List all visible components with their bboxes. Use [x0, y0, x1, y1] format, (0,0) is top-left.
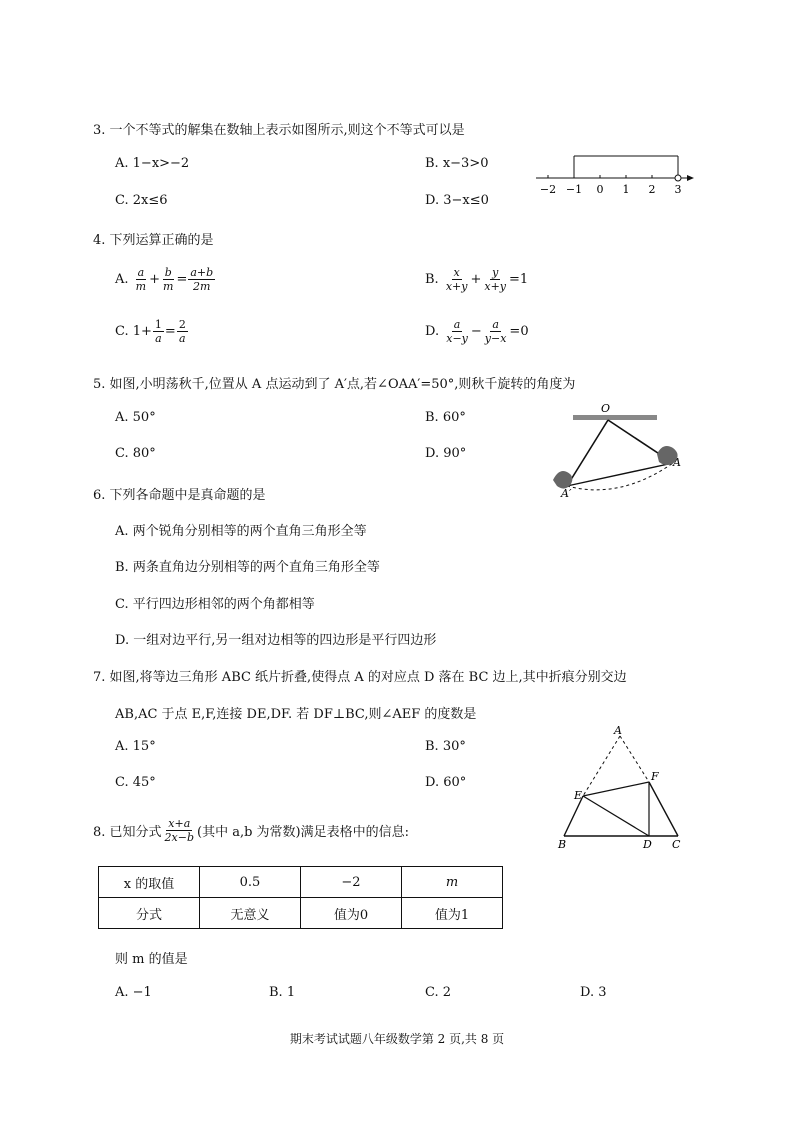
q7-option-a: A. 15°	[115, 739, 156, 754]
label-e: E	[574, 789, 583, 802]
table-cell: 值为1	[402, 898, 503, 929]
fraction: $\frac{y}{x+y}$	[484, 266, 507, 293]
table-row	[99, 867, 503, 898]
label-a: A	[614, 724, 622, 737]
operator: =	[164, 324, 176, 339]
q8-option-c: C. 2	[425, 985, 452, 1000]
q8-stem-suffix: (其中 a,b 为常数)满足表格中的信息:	[197, 825, 410, 840]
option-label: A.	[115, 272, 129, 287]
tick-label: −2	[539, 183, 557, 196]
segment-de	[583, 796, 649, 836]
q3-option-b: B. x−3>0	[425, 156, 489, 171]
tick-label: 3	[674, 183, 682, 196]
label-d: D	[643, 838, 652, 851]
segment-af-dashed	[620, 736, 649, 782]
operator: =1	[509, 272, 529, 287]
q3-option-d: D. 3−x≤0	[425, 193, 489, 208]
table-cell: 无意义	[200, 898, 301, 929]
fraction: $\frac{1}{a}$	[154, 318, 162, 345]
operator: =0	[509, 324, 529, 339]
fraction: $\frac{x}{x+y}$	[445, 266, 468, 293]
number-line-figure	[530, 148, 700, 200]
tick-label: 0	[596, 183, 604, 196]
q7-option-d: D. 60°	[425, 775, 467, 790]
q8-option-d: D. 3	[580, 985, 607, 1000]
label-b: B	[558, 838, 567, 851]
fraction: $\frac{2}{a}$	[178, 318, 186, 345]
q5-option-c: C. 80°	[115, 446, 156, 461]
table-cell: m	[402, 867, 503, 898]
q5-option-d: D. 90°	[425, 446, 467, 461]
q8-option-a: A. −1	[115, 985, 152, 1000]
q3-stem: 3. 一个不等式的解集在数轴上表示如图所示,则这个不等式可以是	[93, 123, 465, 138]
operator: −	[470, 324, 482, 339]
page-footer: 期末考试试题八年级数学第 2 页,共 8 页	[289, 1032, 505, 1046]
swing-beam	[573, 415, 657, 420]
tick-label: 2	[648, 183, 656, 196]
q7-stem-line1: 7. 如图,将等边三角形 ABC 纸片折叠,使得点 A 的对应点 D 落在 BC 边上,其中折痕分别交边	[93, 670, 627, 685]
option-label: C. 1+	[115, 324, 152, 339]
q8-stem	[93, 817, 409, 844]
q4-option-b	[425, 266, 528, 293]
open-endpoint-circle	[675, 175, 681, 181]
fraction: $\frac{a+b}{2m}$	[190, 266, 214, 293]
segment-eb	[564, 796, 583, 836]
table-row	[99, 898, 503, 929]
q5-option-a: A. 50°	[115, 410, 156, 425]
swing-rope-oa-prime	[567, 420, 608, 486]
label-a-prime: A′	[561, 487, 572, 500]
segment-aa-prime	[567, 463, 673, 486]
number-line-arrow	[687, 175, 694, 181]
q8-info-table	[98, 866, 503, 929]
table-cell: 值为0	[301, 898, 402, 929]
q6-stem: 6. 下列各命题中是真命题的是	[93, 488, 266, 503]
q6-option-b: B. 两条直角边分别相等的两个直角三角形全等	[115, 560, 380, 575]
segment-ae-dashed	[583, 736, 620, 796]
q3-option-c: C. 2x≤6	[115, 193, 168, 208]
segment-fc	[649, 782, 678, 836]
option-label: B.	[425, 272, 439, 287]
q6-option-a: A. 两个锐角分别相等的两个直角三角形全等	[115, 524, 367, 539]
fraction: $\frac{a}{x-y}$	[446, 318, 468, 345]
triangle-fold-figure	[548, 722, 698, 852]
q4-option-a	[115, 266, 216, 293]
operator: +	[149, 272, 161, 287]
table-cell: x 的取值	[99, 867, 200, 898]
q5-option-b: B. 60°	[425, 410, 466, 425]
operator: +	[470, 272, 482, 287]
q3-option-a: A. 1−x>−2	[115, 156, 190, 171]
table-cell: 分式	[99, 898, 200, 929]
fraction: $\frac{b}{m}$	[163, 266, 174, 293]
label-c: C	[672, 838, 681, 851]
label-o: O	[601, 402, 611, 415]
q8-option-b: B. 1	[269, 985, 296, 1000]
q5-stem: 5. 如图,小明荡秋千,位置从 A 点运动到了 A′点,若∠OAA′=50°,则秋千旋转的角度为	[93, 377, 576, 392]
q8-question: 则 m 的值是	[115, 952, 188, 967]
fraction: $\frac{x+a}{2x-b}$	[164, 817, 195, 844]
table-cell: 0.5	[200, 867, 301, 898]
label-a: A	[673, 456, 681, 469]
q4-option-d	[425, 318, 529, 345]
q7-option-b: B. 30°	[425, 739, 466, 754]
tick-label: −1	[565, 183, 583, 196]
fraction: $\frac{a}{m}$	[135, 266, 147, 293]
q8-stem-prefix: 8. 已知分式	[93, 825, 162, 840]
label-f: F	[651, 770, 659, 783]
fraction: $\frac{a}{y-x}$	[484, 318, 507, 345]
operator: =	[176, 272, 188, 287]
q7-option-c: C. 45°	[115, 775, 156, 790]
q4-option-c	[115, 318, 189, 345]
tick-label: 1	[622, 183, 630, 196]
q6-option-d: D. 一组对边平行,另一组对边相等的四边形是平行四边形	[115, 633, 437, 648]
table-cell: −2	[301, 867, 402, 898]
segment-ef-crease	[583, 782, 649, 796]
swing-figure	[545, 398, 695, 500]
option-label: D.	[425, 324, 440, 339]
q7-stem-line2: AB,AC 于点 E,F,连接 DE,DF. 若 DF⊥BC,则∠AEF 的度数是	[115, 707, 477, 722]
q4-stem: 4. 下列运算正确的是	[93, 233, 214, 248]
q6-option-c: C. 平行四边形相邻的两个角都相等	[115, 597, 315, 612]
